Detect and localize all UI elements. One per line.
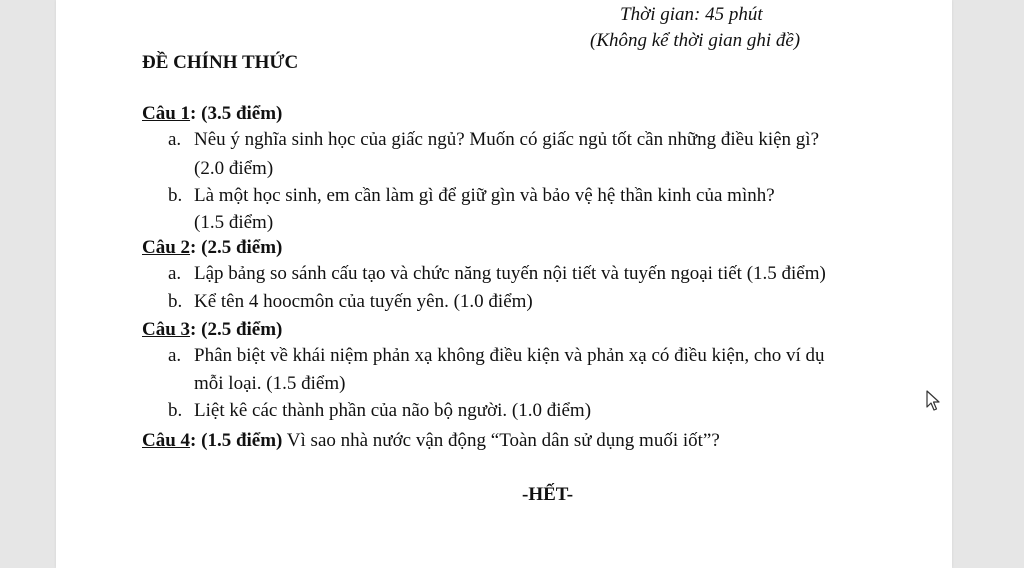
question-3-item-a xyxy=(168,342,825,369)
item-letter: a. xyxy=(168,263,182,284)
question-4-text: Vì sao nhà nước vận động “Toàn dân sử dụng muối iốt”? xyxy=(282,430,720,451)
item-text: Nêu ý nghĩa sinh học của giấc ngủ? Muốn có giấc ngủ tốt cần những điều kiện gì? xyxy=(194,129,819,150)
item-text: Kể tên 4 hoocmôn của tuyến yên. (1.0 điểm) xyxy=(194,291,533,312)
question-4-label: Câu 4 xyxy=(142,430,191,451)
question-2-points: : (2.5 điểm) xyxy=(190,237,283,258)
question-2-heading xyxy=(142,237,282,259)
question-2-item-a xyxy=(168,260,826,287)
question-3-points: : (2.5 điểm) xyxy=(190,319,283,340)
question-1-item-a xyxy=(168,126,819,153)
exam-time: Thời gian: 45 phút xyxy=(620,4,763,25)
question-4-points: : (1.5 điểm) xyxy=(190,430,283,451)
item-letter: a. xyxy=(168,129,182,150)
item-text: Phân biệt về khái niệm phản xạ không điều kiện và phản xạ có điều kiện, cho ví dụ xyxy=(194,345,825,366)
question-3-item-a-cont: mỗi loại. (1.5 điểm) xyxy=(194,373,346,394)
question-3-heading xyxy=(142,319,282,341)
question-1-item-b-points: (1.5 điểm) xyxy=(194,212,274,233)
official-exam-title: ĐỀ CHÍNH THỨC xyxy=(142,52,299,73)
question-1-label: Câu 1 xyxy=(142,103,191,124)
question-2-label: Câu 2 xyxy=(142,237,191,258)
mouse-pointer-icon xyxy=(926,390,942,412)
item-text: Liệt kê các thành phần của não bộ người. (1.0 điểm) xyxy=(194,400,592,421)
item-text: Lập bảng so sánh cấu tạo và chức năng tuyến nội tiết và tuyến ngoại tiết (1.5 điểm) xyxy=(194,263,826,284)
question-3-label: Câu 3 xyxy=(142,319,191,340)
question-2-item-b xyxy=(168,288,533,315)
question-4-heading xyxy=(142,430,720,452)
question-1-item-b xyxy=(168,182,775,209)
item-letter: b. xyxy=(168,291,183,312)
item-letter: b. xyxy=(168,400,183,421)
question-1-heading xyxy=(142,103,282,125)
exam-time-note: (Không kể thời gian ghi đề) xyxy=(590,30,801,51)
question-3-item-b xyxy=(168,397,591,424)
item-letter: a. xyxy=(168,345,182,366)
end-marker: -HẾT- xyxy=(522,484,574,505)
question-1-points: : (3.5 điểm) xyxy=(190,103,283,124)
item-letter: b. xyxy=(168,185,183,206)
item-text: Là một học sinh, em cần làm gì để giữ gìn và bảo vệ hệ thần kinh của mình? xyxy=(194,185,775,206)
question-1-item-a-points: (2.0 điểm) xyxy=(194,158,274,179)
